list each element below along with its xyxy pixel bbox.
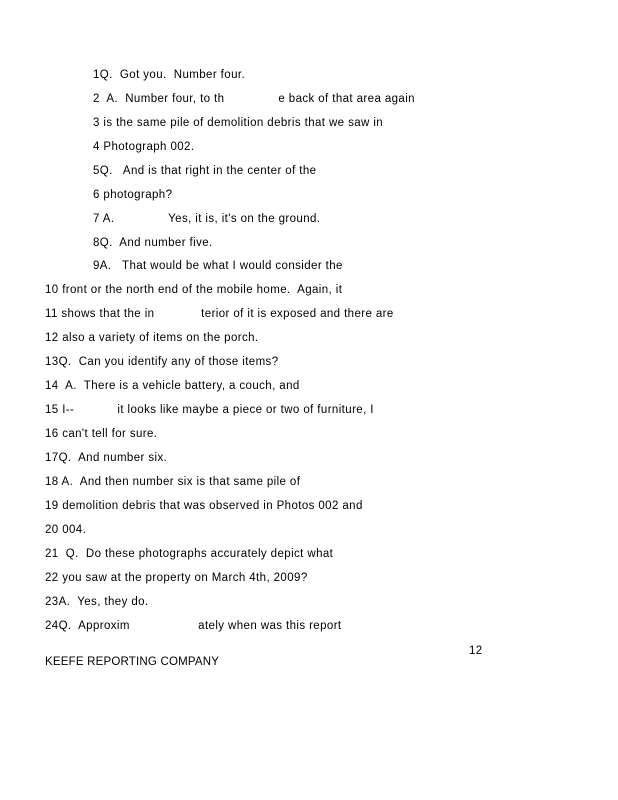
transcript-line: 7 A. Yes, it is, it's on the ground. [93, 213, 321, 225]
transcript-line: 11 shows that the in terior of it is exposed and there are [45, 308, 394, 320]
transcript-line: 3 is the same pile of demolition debris that we saw in [93, 117, 384, 129]
footer-company: KEEFE REPORTING COMPANY [45, 656, 220, 668]
transcript-line: 4 Photograph 002. [93, 141, 195, 153]
transcript-line: 24Q. Approxim ately when was this report [45, 620, 342, 632]
transcript-line: 18 A. And then number six is that same pile of [45, 476, 301, 488]
transcript-line: 21 Q. Do these photographs accurately depict what [45, 548, 334, 560]
transcript-line: 20 004. [45, 524, 87, 536]
transcript-line: 22 you saw at the property on March 4th, 2009? [45, 572, 308, 584]
transcript-line: 19 demolition debris that was observed in Photos 002 and [45, 500, 363, 512]
transcript-line: 1Q. Got you. Number four. [93, 69, 246, 81]
transcript-line: 15 I-- it looks like maybe a piece or two of furniture, I [45, 404, 374, 416]
transcript-line: 8Q. And number five. [93, 237, 213, 249]
transcript-line: 10 front or the north end of the mobile home. Again, it [45, 284, 343, 296]
transcript-line: 14 A. There is a vehicle battery, a couch, and [45, 380, 300, 392]
transcript-line: 6 photograph? [93, 189, 173, 201]
page-number: 12 [469, 645, 483, 657]
transcript-line: 5Q. And is that right in the center of the [93, 165, 317, 177]
transcript-line: 9A. That would be what I would consider the [93, 260, 343, 272]
transcript-line: 2 A. Number four, to th e back of that area again [93, 93, 415, 105]
transcript-line: 17Q. And number six. [45, 452, 168, 464]
transcript-line: 13Q. Can you identify any of those items? [45, 356, 279, 368]
transcript-line: 23A. Yes, they do. [45, 596, 149, 608]
transcript-line: 16 can't tell for sure. [45, 428, 158, 440]
transcript-line: 12 also a variety of items on the porch. [45, 332, 259, 344]
